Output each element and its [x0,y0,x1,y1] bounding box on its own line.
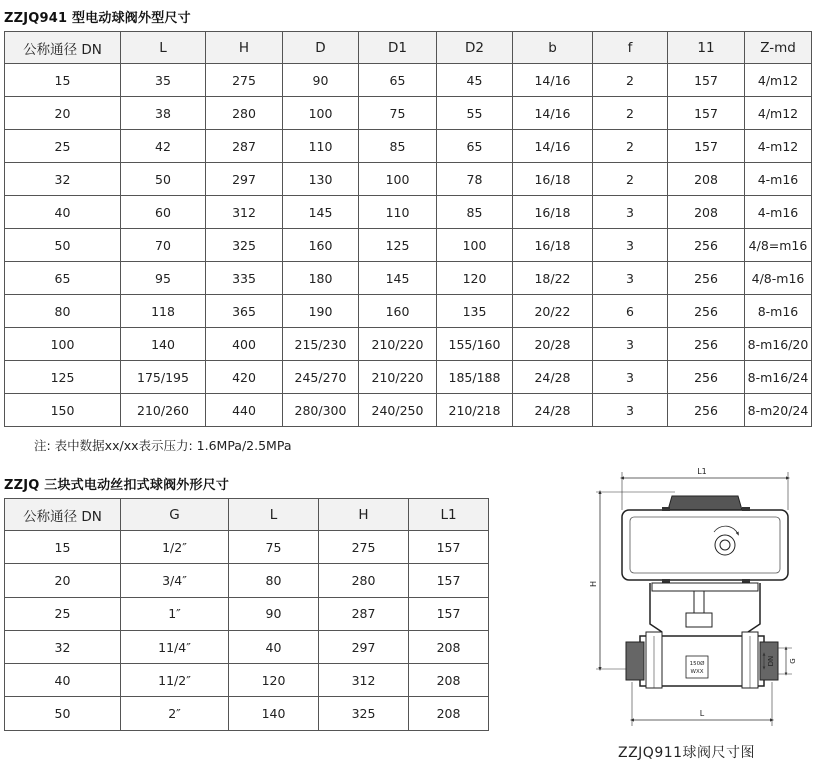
table-cell: 3 [593,229,668,262]
bolt-tl [662,507,670,511]
table-cell: 3 [593,262,668,295]
table-cell: 16/18 [513,229,593,262]
table-cell: 280 [319,564,409,597]
table-row [5,531,489,564]
table-cell: 297 [319,630,409,663]
bolt-tr [742,507,750,511]
table-cell: 208 [668,196,745,229]
table-cell: 325 [206,229,283,262]
table-cell: 100 [437,229,513,262]
column-header: 公称通径 DN [5,499,121,531]
table-row [5,564,489,597]
table-cell: 120 [437,262,513,295]
table-row [5,630,489,663]
table-row [5,262,812,295]
table-cell: 70 [121,229,206,262]
table-row [5,361,812,394]
table-cell: 24/28 [513,394,593,427]
table-cell: 256 [668,361,745,394]
table-cell: 15 [5,64,121,97]
column-header: D1 [359,32,437,64]
table-cell: 8-m16 [745,295,812,328]
table-header-row [5,32,812,64]
table-cell: 95 [121,262,206,295]
table-cell: 287 [206,130,283,163]
table-cell: 245/270 [283,361,359,394]
table-cell: 155/160 [437,328,513,361]
table-header-row [5,499,489,531]
table-cell: 40 [5,664,121,697]
table-cell: 208 [409,630,489,663]
l-label: L [699,709,705,718]
table-cell: 8-m16/24 [745,361,812,394]
table-cell: 24/28 [513,361,593,394]
table-cell: 42 [121,130,206,163]
table-row [5,597,489,630]
column-header: Z-md [745,32,812,64]
h-label: H [589,580,598,588]
table-cell: 1/2″ [121,531,229,564]
column-header: L1 [409,499,489,531]
table-cell: 8-m16/20 [745,328,812,361]
table-cell: 157 [409,564,489,597]
table-cell: 40 [229,630,319,663]
table-cell: 1″ [121,597,229,630]
stem-coupling [686,613,712,627]
table-cell: 215/230 [283,328,359,361]
table-cell: 35 [121,64,206,97]
table-cell: 14/16 [513,64,593,97]
table-cell: 312 [319,664,409,697]
table-cell: 256 [668,295,745,328]
table-cell: 78 [437,163,513,196]
table-cell: 2 [593,163,668,196]
table-cell: 157 [409,597,489,630]
table-cell: 3/4″ [121,564,229,597]
table-cell: 297 [206,163,283,196]
column-header: b [513,32,593,64]
table-cell: 256 [668,262,745,295]
table-cell: 125 [359,229,437,262]
table-cell: 3 [593,394,668,427]
table-cell: 157 [668,64,745,97]
table-cell: 335 [206,262,283,295]
table-row [5,130,812,163]
table-cell: 55 [437,97,513,130]
drawing-caption: ZZJQ911球阀尺寸图 [618,745,756,761]
table-cell: 287 [319,597,409,630]
table-cell: 40 [5,196,121,229]
table-cell: 25 [5,130,121,163]
column-header: 公称通径 DN [5,32,121,64]
column-header: H [206,32,283,64]
table-cell: 256 [668,229,745,262]
table-cell: 38 [121,97,206,130]
table-cell: 90 [283,64,359,97]
table-row [5,229,812,262]
table-cell: 75 [229,531,319,564]
table-cell: 65 [437,130,513,163]
table-cell: 208 [668,163,745,196]
table-cell: 210/220 [359,361,437,394]
table-cell: 80 [5,295,121,328]
table-row [5,295,812,328]
dn-label: DN [767,655,775,667]
table-cell: 25 [5,597,121,630]
left-end-cap [626,642,644,680]
table-cell: 15 [5,531,121,564]
table-cell: 157 [409,531,489,564]
table-cell: 65 [5,262,121,295]
table-cell: 210/220 [359,328,437,361]
table-cell: 110 [359,196,437,229]
table-cell: 208 [409,697,489,730]
table-cell: 280 [206,97,283,130]
table-cell: 4-m16 [745,163,812,196]
table-cell: 20/22 [513,295,593,328]
table2-title: ZZJQ 三块式电动丝扣式球阀外形尺寸 [4,478,230,493]
nameplate-line1: 150Ø [689,661,705,667]
table-cell: 110 [283,130,359,163]
column-header: 11 [668,32,745,64]
column-header: L [229,499,319,531]
table-cell: 280/300 [283,394,359,427]
table-cell: 16/18 [513,196,593,229]
table-cell: 50 [5,697,121,730]
table-cell: 32 [5,163,121,196]
table-cell: 2 [593,64,668,97]
table-row [5,394,812,427]
table-cell: 420 [206,361,283,394]
column-header: H [319,499,409,531]
table-cell: 208 [409,664,489,697]
table-cell: 75 [359,97,437,130]
g-label: G [789,658,797,664]
table-cell: 140 [229,697,319,730]
table-cell: 210/218 [437,394,513,427]
table-cell: 45 [437,64,513,97]
table-cell: 50 [5,229,121,262]
table-cell: 2 [593,97,668,130]
pressure-note: 注: 表中数据xx/xx表示压力: 1.6MPa/2.5MPa [34,438,292,453]
table-cell: 190 [283,295,359,328]
table-cell: 20 [5,564,121,597]
table-cell: 20/28 [513,328,593,361]
table-cell: 3 [593,361,668,394]
table-cell: 4/8-m16 [745,262,812,295]
table-cell: 4-m12 [745,130,812,163]
table-cell: 365 [206,295,283,328]
table-cell: 210/260 [121,394,206,427]
table-cell: 14/16 [513,130,593,163]
l1-label: L1 [697,467,707,476]
table-cell: 2 [593,130,668,163]
table-cell: 125 [5,361,121,394]
table-cell: 256 [668,328,745,361]
table-cell: 18/22 [513,262,593,295]
table-row [5,163,812,196]
dimension-table-three-piece [4,498,489,731]
table-cell: 3 [593,196,668,229]
column-header: D2 [437,32,513,64]
actuator-cap [668,496,742,510]
table-cell: 4-m16 [745,196,812,229]
column-header: L [121,32,206,64]
table-cell: 4/m12 [745,97,812,130]
table-cell: 130 [283,163,359,196]
table-cell: 100 [359,163,437,196]
table-cell: 145 [359,262,437,295]
table-cell: 60 [121,196,206,229]
table-cell: 11/2″ [121,664,229,697]
table-cell: 32 [5,630,121,663]
nameplate-line2: WXX [690,669,704,675]
table-cell: 16/18 [513,163,593,196]
table-row [5,697,489,730]
bolt-bl [662,579,670,583]
table-row [5,97,812,130]
bolt-br [742,579,750,583]
table-cell: 185/188 [437,361,513,394]
table-cell: 8-m20/24 [745,394,812,427]
table-cell: 160 [359,295,437,328]
table-cell: 4/m12 [745,64,812,97]
table-cell: 240/250 [359,394,437,427]
table-row [5,328,812,361]
table-cell: 80 [229,564,319,597]
table-cell: 85 [359,130,437,163]
table-cell: 100 [5,328,121,361]
actuator-body [622,510,788,580]
table-cell: 175/195 [121,361,206,394]
table1-title: ZZJQ941 型电动球阀外型尺寸 [4,11,191,26]
table-cell: 4/8=m16 [745,229,812,262]
table-cell: 312 [206,196,283,229]
table-cell: 50 [121,163,206,196]
table-cell: 140 [121,328,206,361]
table-cell: 6 [593,295,668,328]
bracket-plate [652,583,758,591]
table-cell: 275 [206,64,283,97]
table-cell: 180 [283,262,359,295]
table-cell: 256 [668,394,745,427]
table-cell: 11/4″ [121,630,229,663]
table-cell: 325 [319,697,409,730]
table-cell: 145 [283,196,359,229]
table-cell: 400 [206,328,283,361]
dimension-table-941 [4,31,812,427]
table-cell: 157 [668,97,745,130]
valve-dimension-drawing [590,456,815,736]
table-row [5,64,812,97]
table-cell: 85 [437,196,513,229]
table-cell: 150 [5,394,121,427]
column-header: f [593,32,668,64]
table-cell: 118 [121,295,206,328]
table-cell: 90 [229,597,319,630]
table-cell: 65 [359,64,437,97]
table-cell: 157 [668,130,745,163]
column-header: G [121,499,229,531]
table-cell: 135 [437,295,513,328]
table-cell: 2″ [121,697,229,730]
table-cell: 440 [206,394,283,427]
valve-stem [694,591,704,613]
table-cell: 100 [283,97,359,130]
table-cell: 160 [283,229,359,262]
column-header: D [283,32,359,64]
table-row [5,196,812,229]
table-cell: 14/16 [513,97,593,130]
table-row [5,664,489,697]
table-cell: 20 [5,97,121,130]
table-cell: 120 [229,664,319,697]
table-cell: 275 [319,531,409,564]
table-cell: 3 [593,328,668,361]
